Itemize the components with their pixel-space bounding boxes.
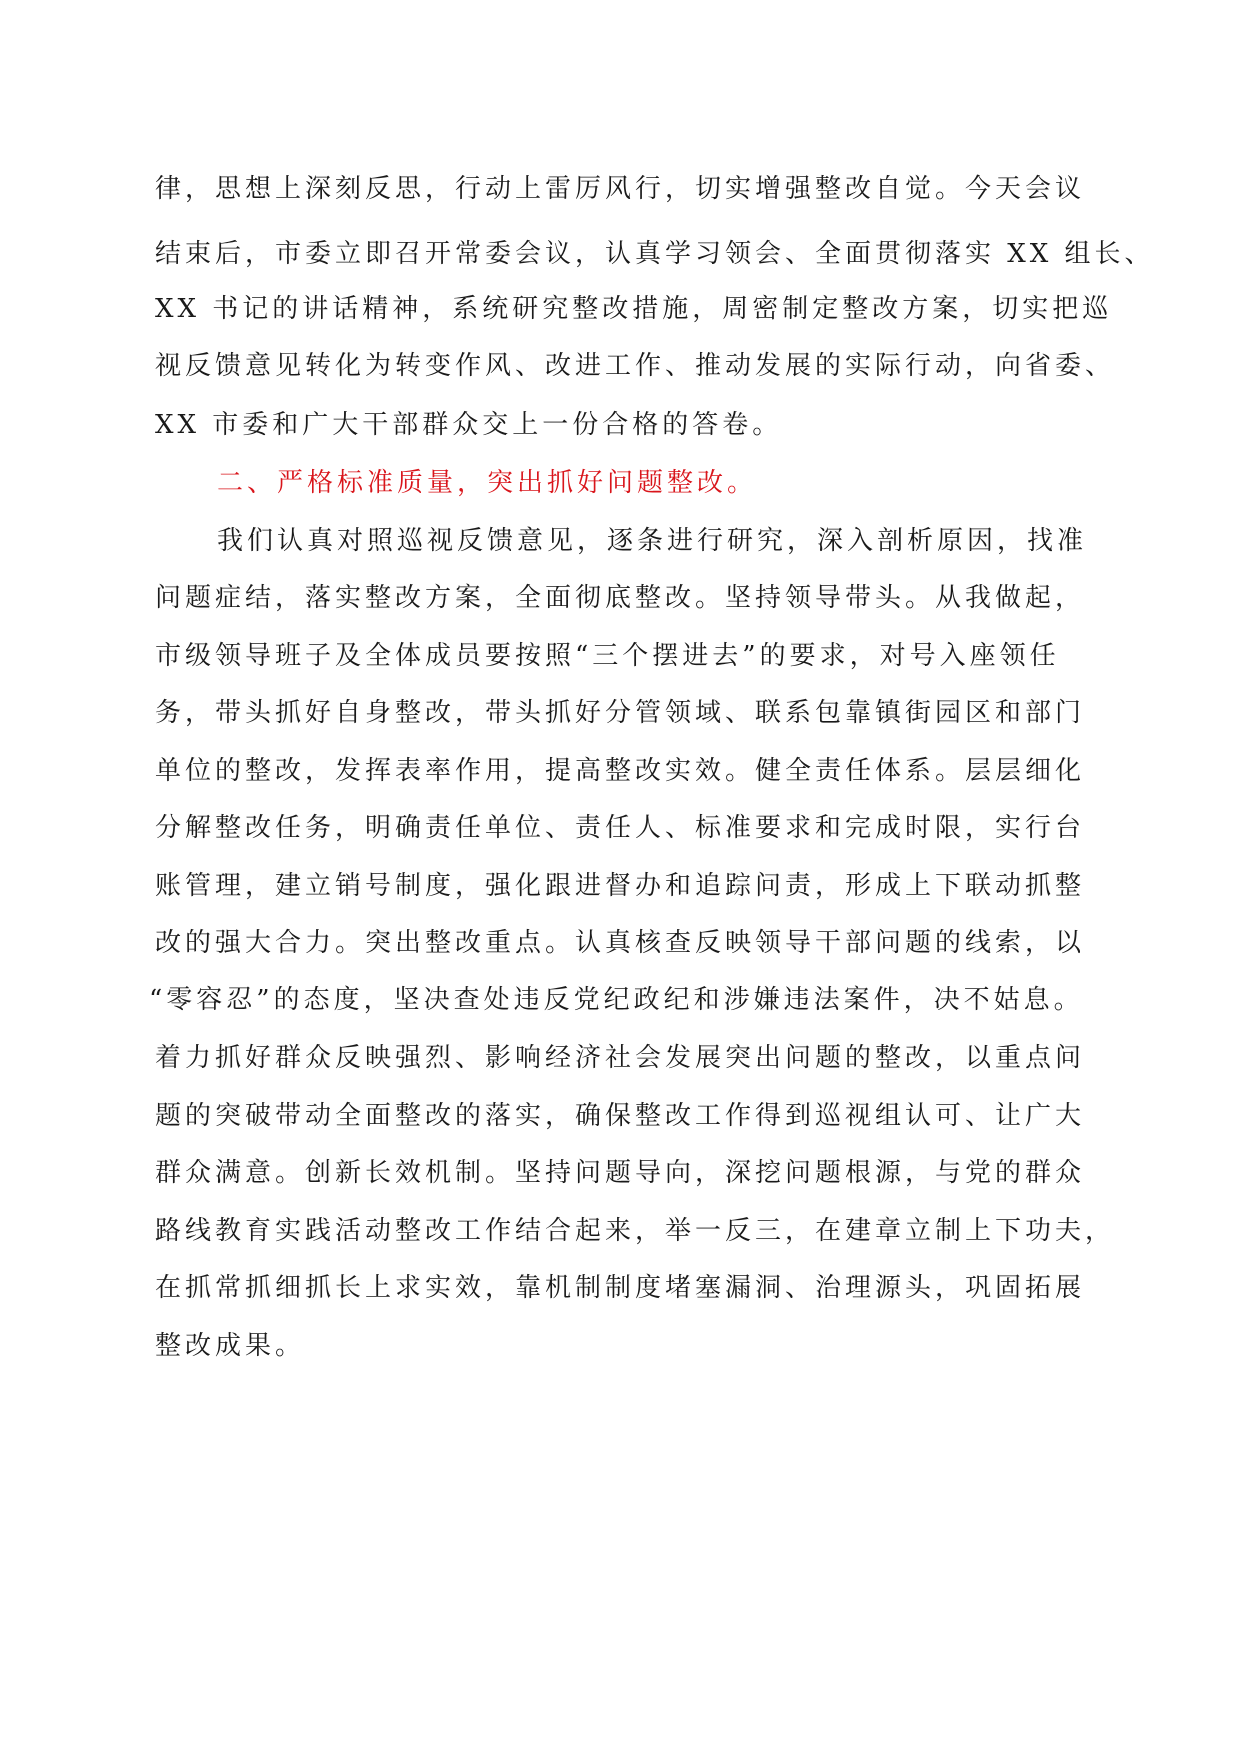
paragraph-line: 改的强大合力。突出整改重点。认真核查反映领导干部问题的线索，以 [155,928,1086,958]
paragraph-line: “零容忍”的态度，坚决查处违反党纪政纪和涉嫌违法案件，决不姑息。 [149,985,1084,1015]
paragraph-line: 务，带头抓好自身整改，带头抓好分管领域、联系包靠镇街园区和部门 [155,698,1086,728]
paragraph-line: 问题症结，落实整改方案，全面彻底整改。坚持领导带头。从我做起， [155,583,1086,613]
paragraph-line: XX 书记的讲话精神，系统研究整改措施，周密制定整改方案，切实把巡 [155,294,1113,324]
paragraph-line: 整改成果。 [155,1331,306,1361]
paragraph-line: XX 市委和广大干部群众交上一份合格的答卷。 [155,410,783,440]
paragraph-line: 路线教育实践活动整改工作结合起来，举一反三，在建章立制上下功夫， [155,1216,1116,1246]
paragraph-line: 分解整改任务，明确责任单位、责任人、标准要求和完成时限，实行台 [155,813,1086,843]
paragraph-line: 账管理，建立销号制度，强化跟进督办和追踪问责，形成上下联动抓整 [155,871,1086,901]
paragraph-line: 市级领导班子及全体成员要按照“三个摆进去”的要求，对号入座领任 [155,641,1060,671]
paragraph-line: 我们认真对照巡视反馈意见，逐条进行研究，深入剖析原因，找准 [217,526,1088,556]
section-heading: 二、严格标准质量，突出抓好问题整改。 [217,468,758,498]
paragraph-line: 律，思想上深刻反思，行动上雷厉风行，切实增强整改自觉。今天会议 [155,174,1086,204]
paragraph-line: 在抓常抓细抓长上求实效，靠机制制度堵塞漏洞、治理源头，巩固拓展 [155,1273,1086,1303]
paragraph-line: 结束后，市委立即召开常委会议，认真学习领会、全面贯彻落实 XX 组长、 [155,239,1155,269]
paragraph-line: 视反馈意见转化为转变作风、改进工作、推动发展的实际行动，向省委、 [155,351,1116,381]
paragraph-line: 单位的整改，发挥表率作用，提高整改实效。健全责任体系。层层细化 [155,756,1086,786]
paragraph-line: 群众满意。创新长效机制。坚持问题导向，深挖问题根源，与党的群众 [155,1158,1086,1188]
paragraph-line: 着力抓好群众反映强烈、影响经济社会发展突出问题的整改，以重点问 [155,1043,1086,1073]
paragraph-line: 题的突破带动全面整改的落实，确保整改工作得到巡视组认可、让广大 [155,1101,1086,1131]
